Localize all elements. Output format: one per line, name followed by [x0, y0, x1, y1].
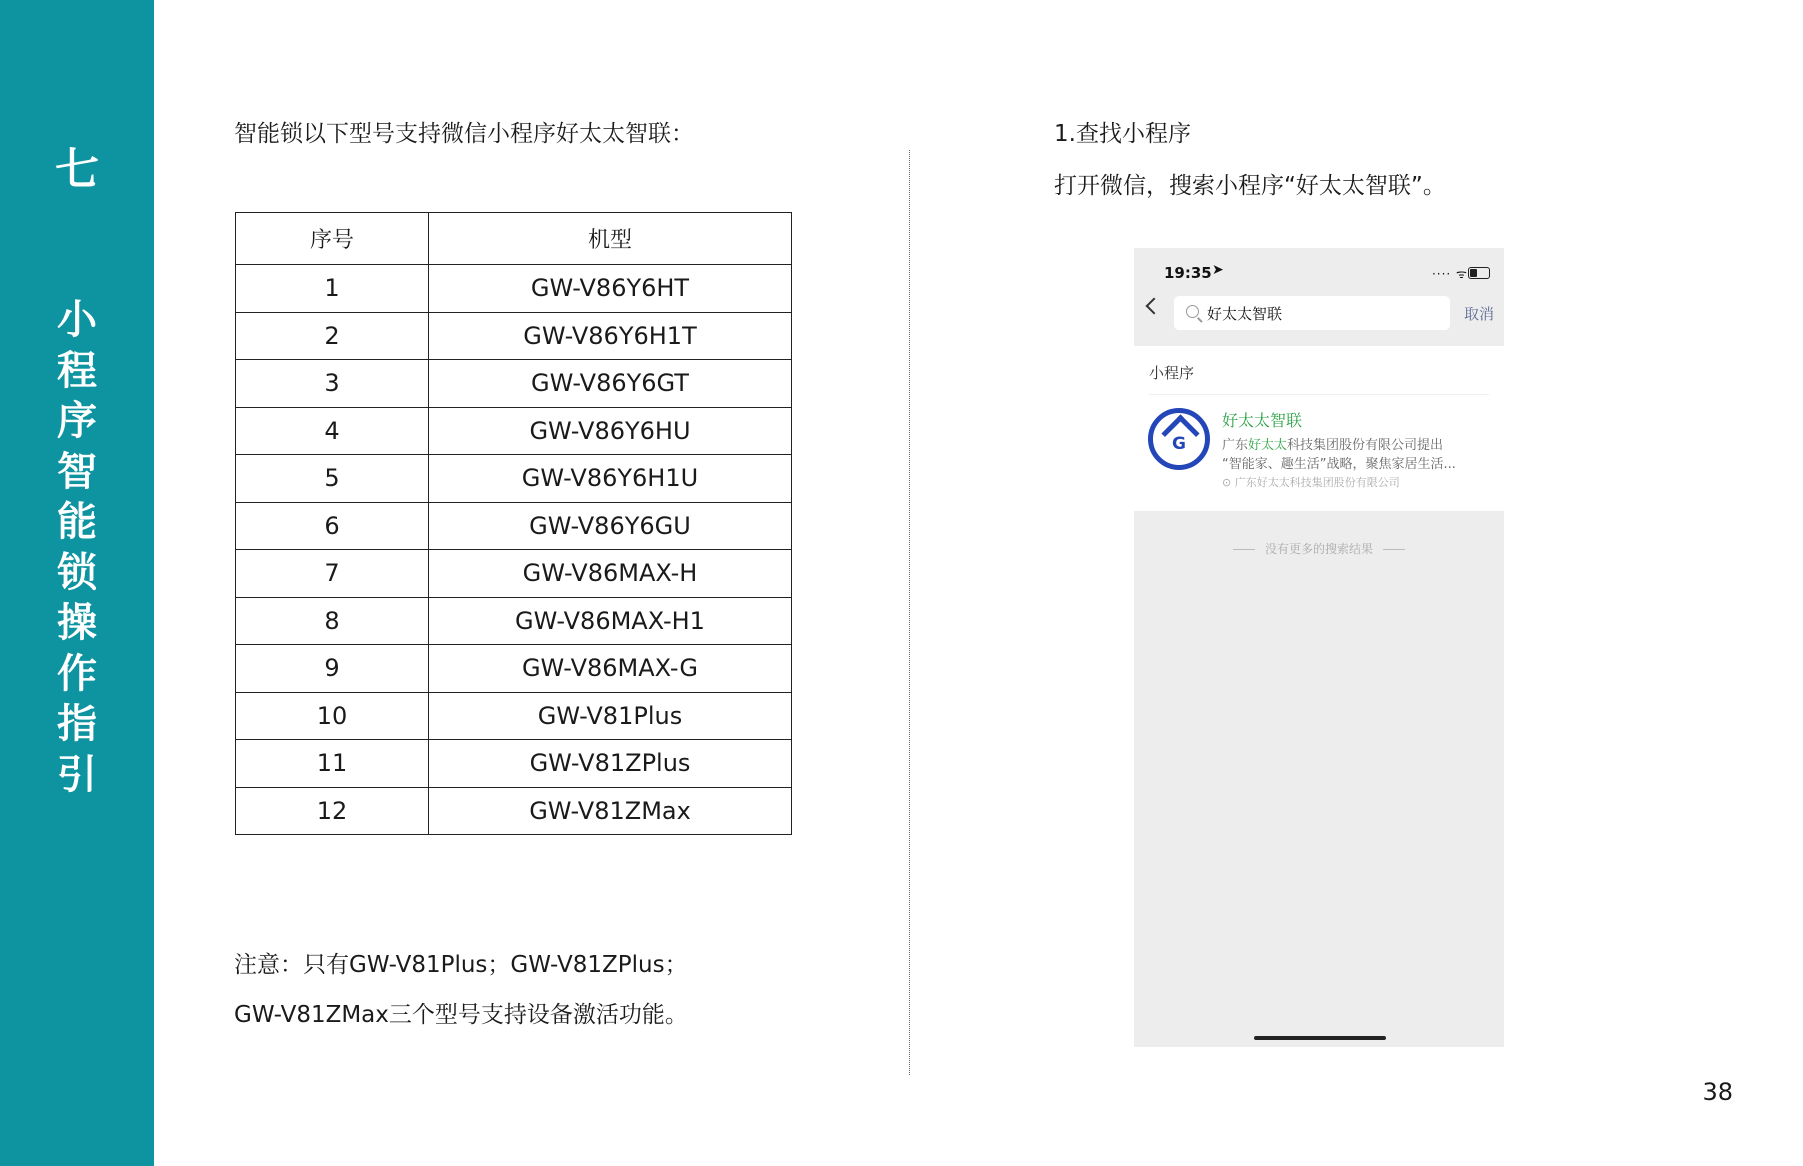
row-number: 9	[236, 645, 429, 693]
cancel-button[interactable]: 取消	[1463, 305, 1494, 323]
row-model: GW-V86Y6H1U	[429, 455, 792, 503]
table-row	[236, 312, 792, 360]
chapter-number: 七	[55, 144, 99, 195]
page-number: 38	[1702, 1078, 1733, 1106]
chapter-title-char: 智	[57, 448, 97, 495]
table-row	[236, 407, 792, 455]
location-arrow-icon: ➤	[1212, 262, 1224, 278]
row-number: 11	[236, 740, 429, 788]
chapter-title	[0, 295, 154, 800]
table-row	[236, 550, 792, 598]
back-arrow-icon[interactable]	[1146, 298, 1163, 315]
table-header-row	[236, 213, 792, 265]
search-query: 好太太智联	[1207, 305, 1283, 323]
row-number: 4	[236, 407, 429, 455]
chapter-sidebar	[0, 0, 154, 1166]
chapter-title-char: 引	[57, 751, 97, 798]
desc-prefix: 广东	[1222, 438, 1249, 453]
row-model: GW-V86MAX-H1	[429, 597, 792, 645]
table-row	[236, 502, 792, 550]
row-model: GW-V86Y6H1T	[429, 312, 792, 360]
table-row	[236, 645, 792, 693]
header-number: 序号	[236, 213, 429, 265]
activation-note	[234, 940, 688, 1040]
mini-program-name[interactable]: 好太太智联	[1222, 411, 1303, 430]
search-icon	[1186, 305, 1199, 318]
phone-header	[1134, 248, 1504, 346]
table-row	[236, 360, 792, 408]
table-row	[236, 597, 792, 645]
row-number: 5	[236, 455, 429, 503]
search-result-panel	[1134, 346, 1504, 511]
chapter-title-char: 小	[57, 297, 97, 343]
row-model: GW-V81Plus	[429, 692, 792, 740]
row-number: 10	[236, 692, 429, 740]
row-model: GW-V86Y6HT	[429, 265, 792, 313]
logo-letter: G	[1172, 434, 1186, 454]
row-number: 1	[236, 265, 429, 313]
table-row	[236, 455, 792, 503]
status-time: 19:35	[1164, 264, 1212, 282]
note-line-2: GW-V81ZMax三个型号支持设备激活功能。	[234, 1002, 688, 1028]
intro-text: 智能锁以下型号支持微信小程序好太太智联：	[234, 121, 694, 147]
table-row	[236, 692, 792, 740]
result-divider	[1149, 394, 1489, 395]
search-input[interactable]	[1174, 296, 1450, 330]
row-number: 8	[236, 597, 429, 645]
table-row	[236, 787, 792, 835]
home-indicator	[1254, 1036, 1386, 1040]
supported-models-table	[235, 212, 792, 835]
row-number: 7	[236, 550, 429, 598]
battery-icon	[1468, 267, 1490, 279]
step-title: 1.查找小程序	[1054, 121, 1191, 147]
row-model: GW-V81ZMax	[429, 787, 792, 835]
chapter-title-char: 锁	[57, 549, 97, 596]
section-label: 小程序	[1149, 364, 1195, 382]
desc-suffix: 科技集团股份有限公司提出	[1287, 438, 1444, 453]
header-model: 机型	[429, 213, 792, 265]
row-number: 12	[236, 787, 429, 835]
chapter-title-char: 程	[57, 347, 97, 394]
step-description: 打开微信，搜索小程序“好太太智联”。	[1054, 173, 1446, 199]
signal-wifi-icon: ···· ᯤ	[1431, 267, 1468, 281]
row-model: GW-V86MAX-H	[429, 550, 792, 598]
chapter-title-char: 操	[57, 600, 97, 646]
mini-program-description-line2: “智能家、趣生活”战略，聚焦家居生活...	[1222, 457, 1456, 472]
mini-program-company: ⊙ 广东好太太科技集团股份有限公司	[1222, 476, 1400, 489]
chapter-title-char: 作	[57, 650, 97, 697]
row-model: GW-V86MAX-G	[429, 645, 792, 693]
row-model: GW-V81ZPlus	[429, 740, 792, 788]
row-number: 3	[236, 360, 429, 408]
note-line-1: 注意：只有GW-V81Plus；GW-V81ZPlus；	[234, 952, 688, 978]
desc-highlight: 好太太	[1248, 438, 1288, 453]
no-more-results: 没有更多的搜索结果	[1134, 540, 1504, 557]
chapter-title-char: 能	[57, 499, 97, 545]
chapter-title-char: 指	[57, 701, 97, 747]
column-divider	[909, 150, 910, 1075]
table-row	[236, 265, 792, 313]
row-model: GW-V86Y6GU	[429, 502, 792, 550]
row-model: GW-V86Y6HU	[429, 407, 792, 455]
row-number: 2	[236, 312, 429, 360]
row-model: GW-V86Y6GT	[429, 360, 792, 408]
chapter-title-char: 序	[57, 398, 97, 444]
phone-screenshot	[1134, 248, 1504, 1047]
row-number: 6	[236, 502, 429, 550]
mini-program-description	[1222, 434, 1443, 453]
table-row	[236, 740, 792, 788]
app-logo-icon[interactable]	[1148, 408, 1210, 470]
